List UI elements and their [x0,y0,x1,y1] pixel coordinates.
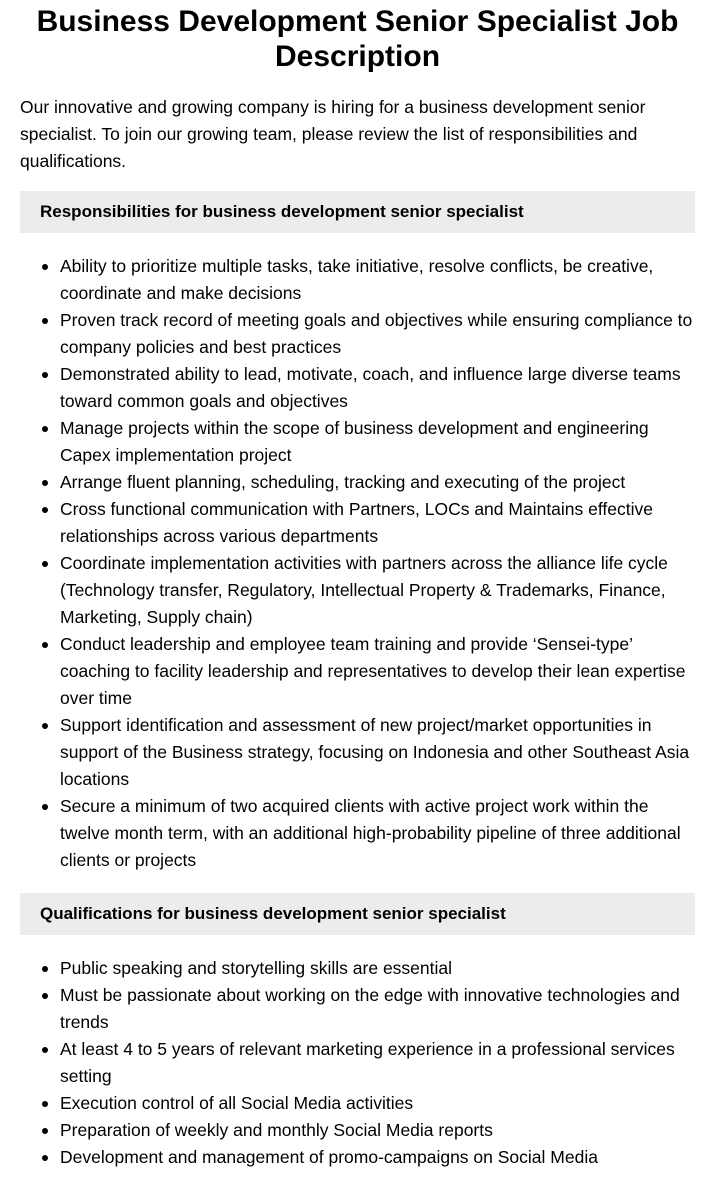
qualification-item: Execution control of all Social Media activities [20,1090,695,1117]
qualification-item: At least 4 to 5 years of relevant marketing experience in a professional services setting [20,1036,695,1090]
responsibility-item: Ability to prioritize multiple tasks, take initiative, resolve conflicts, be creative, coordinate and make decisions [20,253,695,307]
qualification-item: Public speaking and storytelling skills are essential [20,955,695,982]
qualification-item: Development and management of promo-campaigns on Social Media [20,1144,695,1171]
responsibility-item: Demonstrated ability to lead, motivate, coach, and influence large diverse teams toward common goals and objectives [20,361,695,415]
qualification-item: Preparation of weekly and monthly Social Media reports [20,1117,695,1144]
qualifications-header: Qualifications for business development senior specialist [20,893,695,935]
responsibilities-header: Responsibilities for business development senior specialist [20,191,695,233]
page-title: Business Development Senior Specialist Job Description [36,5,679,73]
responsibility-item: Arrange fluent planning, scheduling, tracking and executing of the project [20,469,695,496]
responsibilities-list [20,253,695,874]
responsibility-item: Conduct leadership and employee team training and provide ‘Sensei-type’ coaching to facility leadership and representatives to develop their lean expertise over time [20,631,695,712]
responsibility-item: Proven track record of meeting goals and objectives while ensuring compliance to company policies and best practices [20,307,695,361]
responsibility-item: Support identification and assessment of new project/market opportunities in support of the Business strategy, focusing on Indonesia and other Southeast Asia locations [20,712,695,793]
responsibility-item: Secure a minimum of two acquired clients with active project work within the twelve month term, with an additional high-probability pipeline of three additional clients or projects [20,793,695,874]
responsibility-item: Coordinate implementation activities with partners across the alliance life cycle (Technology transfer, Regulatory, Intellectual Property & Trademarks, Finance, Marketing, Supply chain) [20,550,695,631]
intro-paragraph: Our innovative and growing company is hiring for a business development senior specialist. To join our growing team, please review the list of responsibilities and qualifications. [20,97,646,171]
responsibility-item: Manage projects within the scope of business development and engineering Capex implementation project [20,415,695,469]
responsibility-item: Cross functional communication with Partners, LOCs and Maintains effective relationships across various departments [20,496,695,550]
job-description-page [0,4,720,1204]
qualifications-list [20,955,695,1171]
qualification-item: Must be passionate about working on the edge with innovative technologies and trends [20,982,695,1036]
